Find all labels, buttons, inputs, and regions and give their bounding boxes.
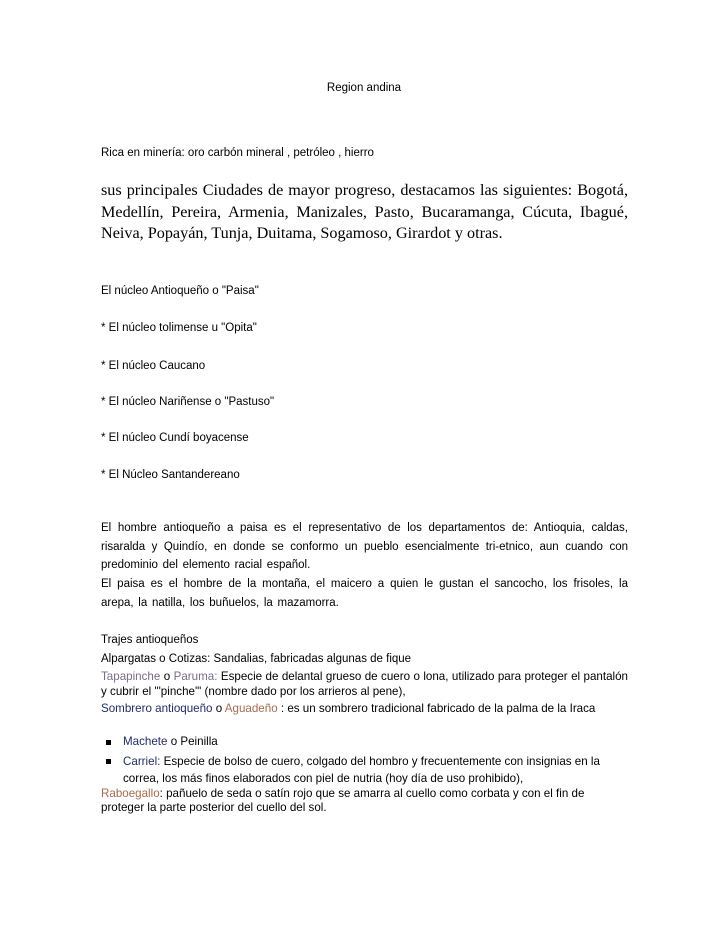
- tapapinche-desc: Especie de delantal grueso de cuero o lona, utilizado para proteger el pantalón y cubrir el "'pinche'" (nombre dado por los arrieros al pene),: [101, 670, 629, 698]
- tapapinche-paragraph: [101, 670, 628, 699]
- carriel-term: Carriel:: [123, 755, 161, 768]
- tapapinche-term: Tapapinche: [101, 670, 161, 683]
- nucleo-item-caucano: * El núcleo Caucano: [101, 360, 206, 372]
- carriel-text: [123, 753, 623, 787]
- aguadeno-term: Aguadeño: [224, 702, 278, 715]
- nucleo-item-santandereano: * El Núcleo Santandereano: [101, 469, 240, 481]
- sombrero-sep: o: [212, 702, 225, 715]
- mineria-line: Rica en minería: oro carbón mineral , petróleo , hierro: [101, 147, 374, 159]
- sombrero-desc: : es un sombrero tradicional fabricado de la palma de la Iraca: [277, 702, 596, 715]
- raboegallo-paragraph: [101, 787, 628, 815]
- trajes-heading: Trajes antioqueños: [101, 634, 199, 646]
- tapapinche-sep: o: [160, 670, 174, 683]
- raboegallo-term: Raboegallo: [101, 787, 160, 800]
- nucleo-item-cundiboyacense: * El núcleo Cundí boyacense: [101, 432, 249, 444]
- machete-term: Machete: [123, 735, 168, 748]
- machete-text: [123, 735, 623, 750]
- carriel-desc: Especie de bolso de cuero, colgado del hombro y frecuentemente con insignias en la correa, los más finos elaborados con piel de nutria (hoy día de uso prohibido),: [123, 755, 600, 785]
- ciudades-paragraph: sus principales Ciudades de mayor progreso, destacamos las siguientes: Bogotá, Medellín, Pereira, Armenia, Manizales, Pasto, Bucaramanga, Cúcuta, Ibagué, Neiva, Popayán, Tunja, Duitama, Sogamoso, Girardot y otras.: [101, 181, 628, 242]
- nucleo-item-antioqueno: El núcleo Antioqueño o "Paisa": [101, 285, 259, 297]
- paisa-paragraph: El paisa es el hombre de la montaña, el maicero a quien le gustan el sancocho, los frisoles, la arepa, la natilla, los buñuelos, la mazamorra.: [101, 578, 628, 609]
- alpargatas-line: Alpargatas o Cotizas: Sandalias, fabricadas algunas de fique: [101, 653, 412, 665]
- paruma-term: Paruma:: [173, 670, 218, 683]
- raboegallo-desc: : pañuelo de seda o satín rojo que se amarra al cuello como corbata y con el fin de proteger la parte posterior del cuello del sol.: [101, 787, 585, 814]
- nucleo-item-tolimense: * El núcleo tolimense u "Opita": [101, 322, 257, 334]
- bullet-square-icon: [106, 759, 111, 764]
- machete-rest: o Peinilla: [167, 735, 218, 748]
- hombre-antioqueno-paragraph: El hombre antioqueño a paisa es el representativo de los departamentos de: Antioquia, caldas, risaralda y Quindío, en donde se conformo un pueblo esencialmente tri-etnico, aun cuando con predominio del elemento racial español.: [101, 522, 628, 571]
- page-title: Region andina: [326, 82, 402, 94]
- bullet-square-icon: [106, 740, 111, 745]
- nucleo-item-narinense: * El núcleo Nariñense o "Pastuso": [101, 396, 275, 408]
- sombrero-term: Sombrero antioqueño: [101, 702, 213, 715]
- sombrero-line: [101, 702, 595, 717]
